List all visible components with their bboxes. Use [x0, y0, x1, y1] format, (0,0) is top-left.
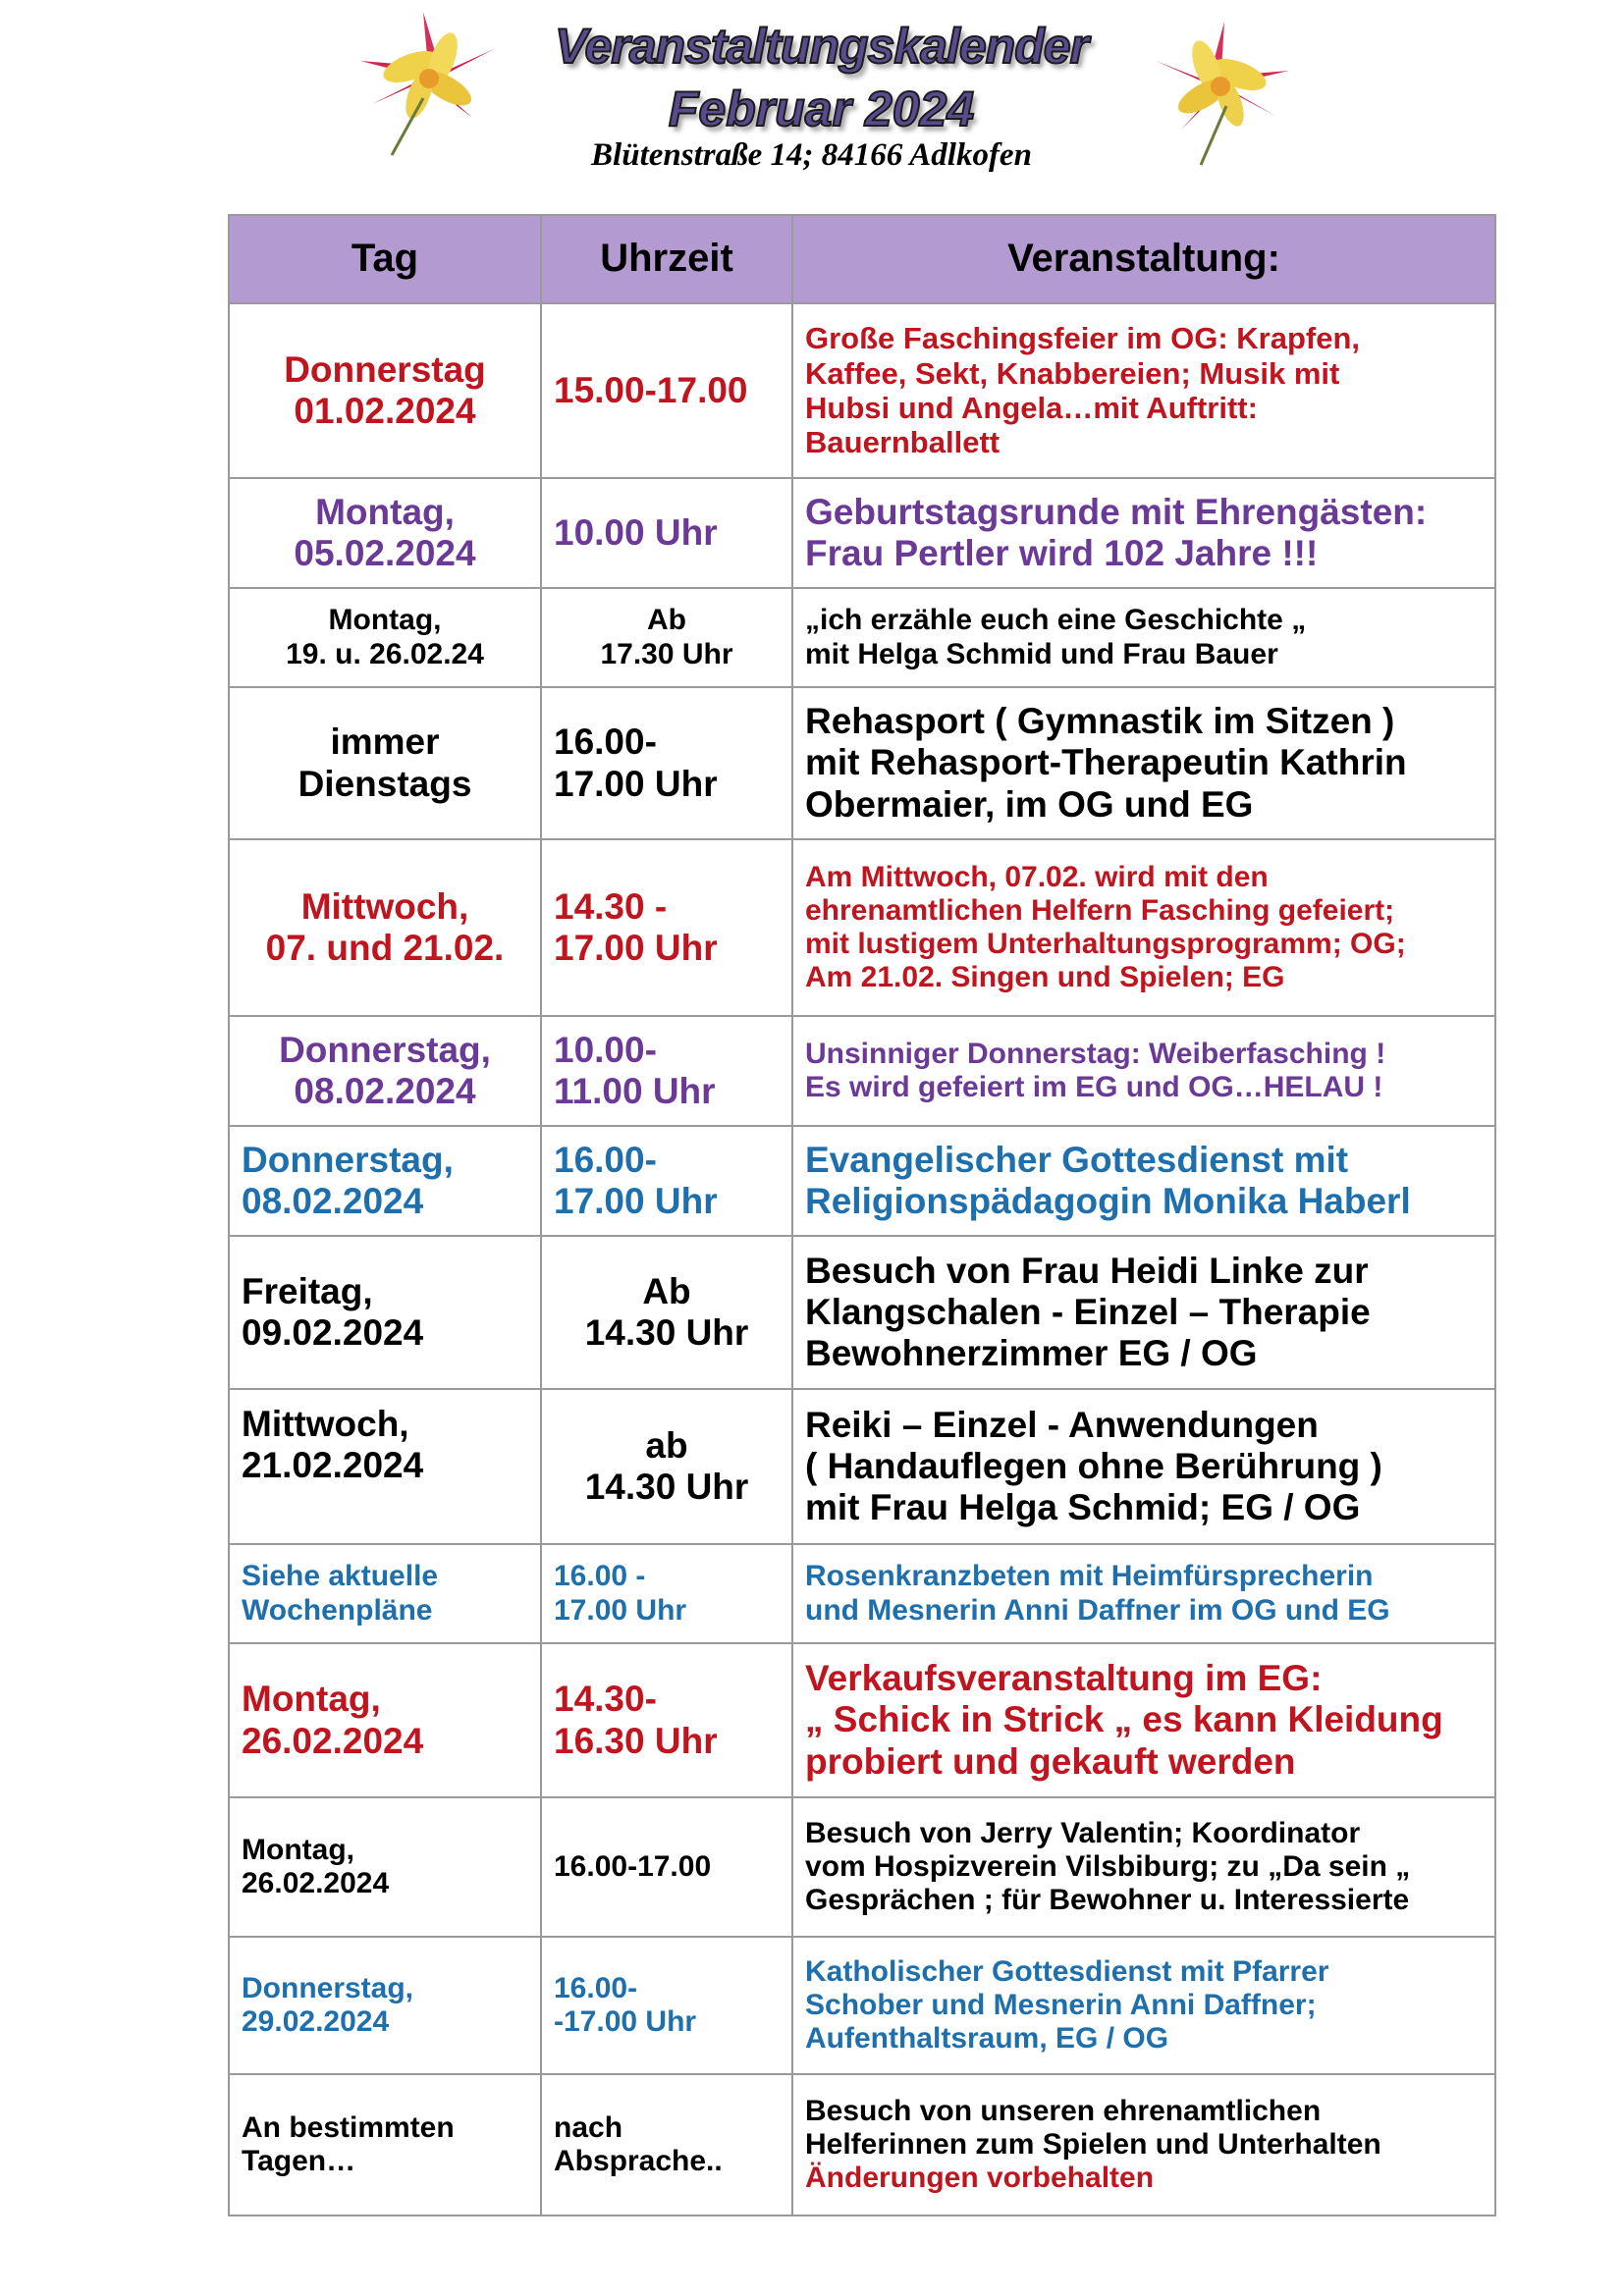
day-cell: Donnerstag, 08.02.2024: [229, 1126, 541, 1236]
table-row: [229, 478, 1495, 588]
time-cell: 14.30- 16.30 Uhr: [541, 1643, 792, 1797]
column-header-day: Tag: [229, 215, 541, 303]
table-row: [229, 1797, 1495, 1937]
event-cell: Besuch von unseren ehrenamtlichen Helferinnen zum Spielen und Unterhalten Änderungen vorbehalten: [792, 2074, 1495, 2216]
table-row: [229, 1544, 1495, 1643]
time-cell: nach Absprache..: [541, 2074, 792, 2216]
day-cell: Donnerstag 01.02.2024: [229, 303, 541, 478]
table-row: [229, 839, 1495, 1016]
table-row: [229, 588, 1495, 687]
page-header: [0, 0, 1623, 216]
event-calendar-table: [228, 214, 1496, 2216]
day-cell: Montag, 19. u. 26.02.24: [229, 588, 541, 687]
address: Blütenstraße 14; 84166 Adlkofen: [591, 137, 1032, 173]
table-row: [229, 1236, 1495, 1389]
time-cell: ab 14.30 Uhr: [541, 1389, 792, 1544]
event-cell: Unsinniger Donnerstag: Weiberfasching ! Es wird gefeiert im EG und OG…HELAU !: [792, 1016, 1495, 1126]
event-cell: Katholischer Gottesdienst mit Pfarrer Schober und Mesnerin Anni Daffner; Aufenthaltsraum, EG / OG: [792, 1937, 1495, 2074]
day-cell: Montag, 05.02.2024: [229, 478, 541, 588]
table-row: [229, 1643, 1495, 1797]
event-cell: Rehasport ( Gymnastik im Sitzen ) mit Rehasport-Therapeutin Kathrin Obermaier, im OG und EG: [792, 687, 1495, 839]
time-cell: 16.00- 17.00 Uhr: [541, 1126, 792, 1236]
day-cell: Donnerstag, 08.02.2024: [229, 1016, 541, 1126]
event-cell: Reiki – Einzel - Anwendungen ( Handauflegen ohne Berührung ) mit Frau Helga Schmid; EG / OG: [792, 1389, 1495, 1544]
event-cell: Geburtstagsrunde mit Ehrengästen: Frau Pertler wird 102 Jahre !!!: [792, 478, 1495, 588]
table-row: [229, 1016, 1495, 1126]
event-cell: Rosenkranzbeten mit Heimfürsprecherin und Mesnerin Anni Daffner im OG und EG: [792, 1544, 1495, 1643]
event-cell: Besuch von Frau Heidi Linke zur Klangschalen - Einzel – Therapie Bewohnerzimmer EG / OG: [792, 1236, 1495, 1389]
time-cell: Ab 17.30 Uhr: [541, 588, 792, 687]
table-header-row: [229, 215, 1495, 303]
table-row: [229, 1126, 1495, 1236]
table-row: [229, 687, 1495, 839]
event-cell: Besuch von Jerry Valentin; Koordinator vom Hospizverein Vilsbiburg; zu „Da sein „ Gesprächen ; für Bewohner u. Interessierte: [792, 1797, 1495, 1937]
changes-reserved-note: Änderungen vorbehalten: [805, 2162, 1155, 2195]
page-title: Veranstaltungskalender: [554, 19, 1088, 74]
time-cell: 16.00- 17.00 Uhr: [541, 687, 792, 839]
time-cell: 16.00 - 17.00 Uhr: [541, 1544, 792, 1643]
day-cell: An bestimmten Tagen…: [229, 2074, 541, 2216]
day-cell: Mittwoch, 21.02.2024: [229, 1389, 541, 1544]
table-row: [229, 1389, 1495, 1544]
column-header-time: Uhrzeit: [541, 215, 792, 303]
time-cell: 16.00- -17.00 Uhr: [541, 1937, 792, 2074]
page-subtitle: Februar 2024: [668, 81, 975, 136]
time-cell: 15.00-17.00: [541, 303, 792, 478]
day-cell: Montag, 26.02.2024: [229, 1643, 541, 1797]
time-cell: 10.00- 11.00 Uhr: [541, 1016, 792, 1126]
day-cell: immer Dienstags: [229, 687, 541, 839]
column-header-event: Veranstaltung:: [792, 215, 1495, 303]
table-row: [229, 2074, 1495, 2216]
event-cell: Am Mittwoch, 07.02. wird mit den ehrenamtlichen Helfern Fasching gefeiert; mit lustigem Unterhaltungsprogramm; OG; Am 21.02. Singen und Spielen; EG: [792, 839, 1495, 1016]
time-cell: 16.00-17.00: [541, 1797, 792, 1937]
day-cell: Freitag, 09.02.2024: [229, 1236, 541, 1389]
time-cell: 14.30 - 17.00 Uhr: [541, 839, 792, 1016]
day-cell: Donnerstag, 29.02.2024: [229, 1937, 541, 2074]
event-cell: Evangelischer Gottesdienst mit Religionspädagogin Monika Haberl: [792, 1126, 1495, 1236]
table-row: [229, 303, 1495, 478]
day-cell: Mittwoch, 07. und 21.02.: [229, 839, 541, 1016]
day-cell: Siehe aktuelle Wochenpläne: [229, 1544, 541, 1643]
event-cell: „ich erzähle euch eine Geschichte „ mit Helga Schmid und Frau Bauer: [792, 588, 1495, 687]
event-cell: Verkaufsveranstaltung im EG: „ Schick in Strick „ es kann Kleidung probiert und gekauft werden: [792, 1643, 1495, 1797]
event-cell: Große Faschingsfeier im OG: Krapfen, Kaffee, Sekt, Knabbereien; Musik mit Hubsi und Angela…mit Auftritt: Bauernballett: [792, 303, 1495, 478]
time-cell: Ab 14.30 Uhr: [541, 1236, 792, 1389]
table-row: [229, 1937, 1495, 2074]
day-cell: Montag, 26.02.2024: [229, 1797, 541, 1937]
time-cell: 10.00 Uhr: [541, 478, 792, 588]
